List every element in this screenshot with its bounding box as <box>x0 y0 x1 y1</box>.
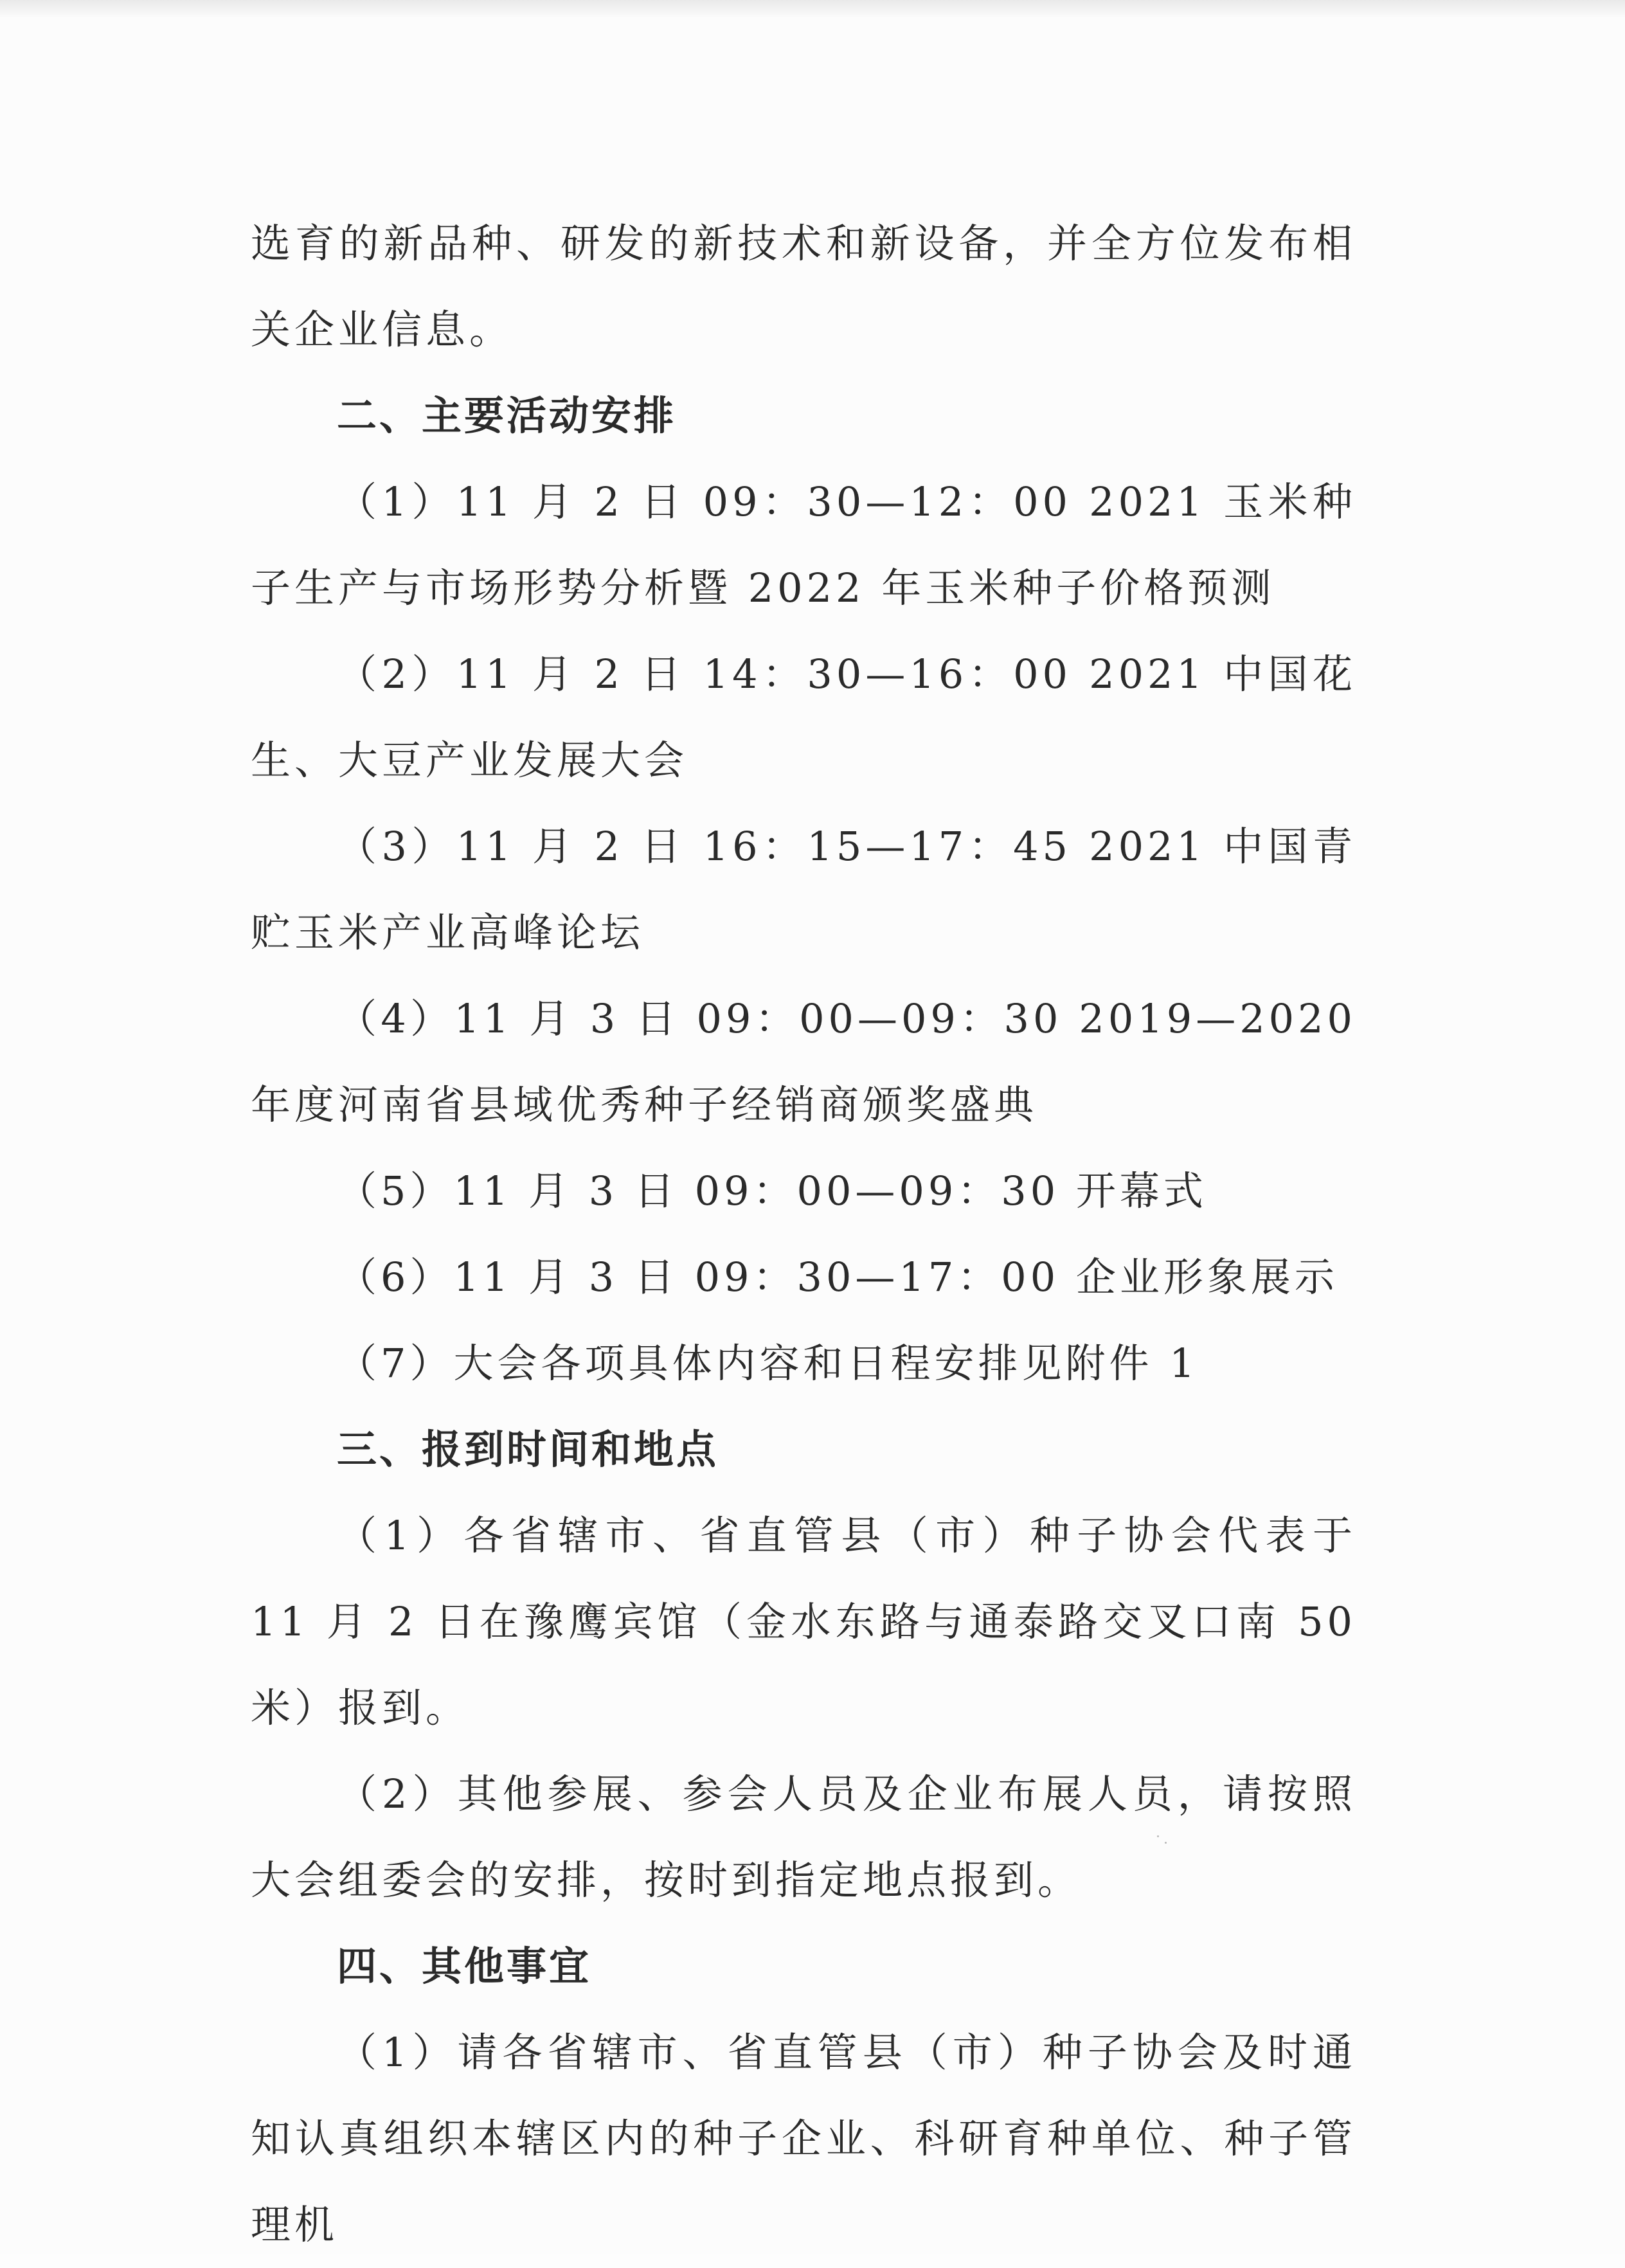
scan-speck <box>1165 1842 1167 1844</box>
scan-speck <box>1157 1835 1159 1837</box>
activity-item-6: （6）11 月 3 日 09：30—17：00 企业形象展示 <box>337 1254 1338 1300</box>
registration-item-1: （1）各省辖市、省直管县（市）种子协会代表于 11 月 2 日在豫鹰宾馆（金水东路与通泰路交叉口南 50 米）报到。 <box>251 1512 1356 1731</box>
activity-item-4: （4）11 月 3 日 09：00—09：30 2019—2020 年度河南省县域优秀种子经销商颁奖盛典 <box>251 995 1356 1128</box>
section-heading-activities: 二、主要活动安排 <box>337 392 677 439</box>
document-body <box>251 201 1356 2248</box>
activity-item-2: （2）11 月 2 日 14：30—16：00 2021 中国花生、大豆产业发展大会 <box>251 651 1356 784</box>
activity-item-5: （5）11 月 3 日 09：00—09：30 开幕式 <box>337 1167 1207 1214</box>
registration-item-2: （2）其他参展、参会人员及企业布展人员，请按照大会组委会的安排，按时到指定地点报到。 <box>251 1770 1356 1904</box>
scan-top-edge <box>0 0 1625 18</box>
section-heading-other: 四、其他事宜 <box>337 1943 592 1990</box>
other-item-1: （1）请各省辖市、省直管县（市）种子协会及时通知认真组织本辖区内的种子企业、科研育种单位、种子管理机 <box>251 2029 1356 2248</box>
activity-item-7: （7）大会各项具体内容和日程安排见附件 1 <box>337 1340 1199 1387</box>
continuation-paragraph: 选育的新品种、研发的新技术和新设备，并全方位发布相关企业信息。 <box>251 220 1356 353</box>
activity-item-1: （1）11 月 2 日 09：30—12：00 2021 玉米种子生产与市场形势分析暨 2022 年玉米种子价格预测 <box>251 478 1356 611</box>
activity-item-3: （3）11 月 2 日 16：15—17：45 2021 中国青贮玉米产业高峰论坛 <box>251 823 1356 956</box>
section-heading-registration: 三、报到时间和地点 <box>337 1426 719 1473</box>
